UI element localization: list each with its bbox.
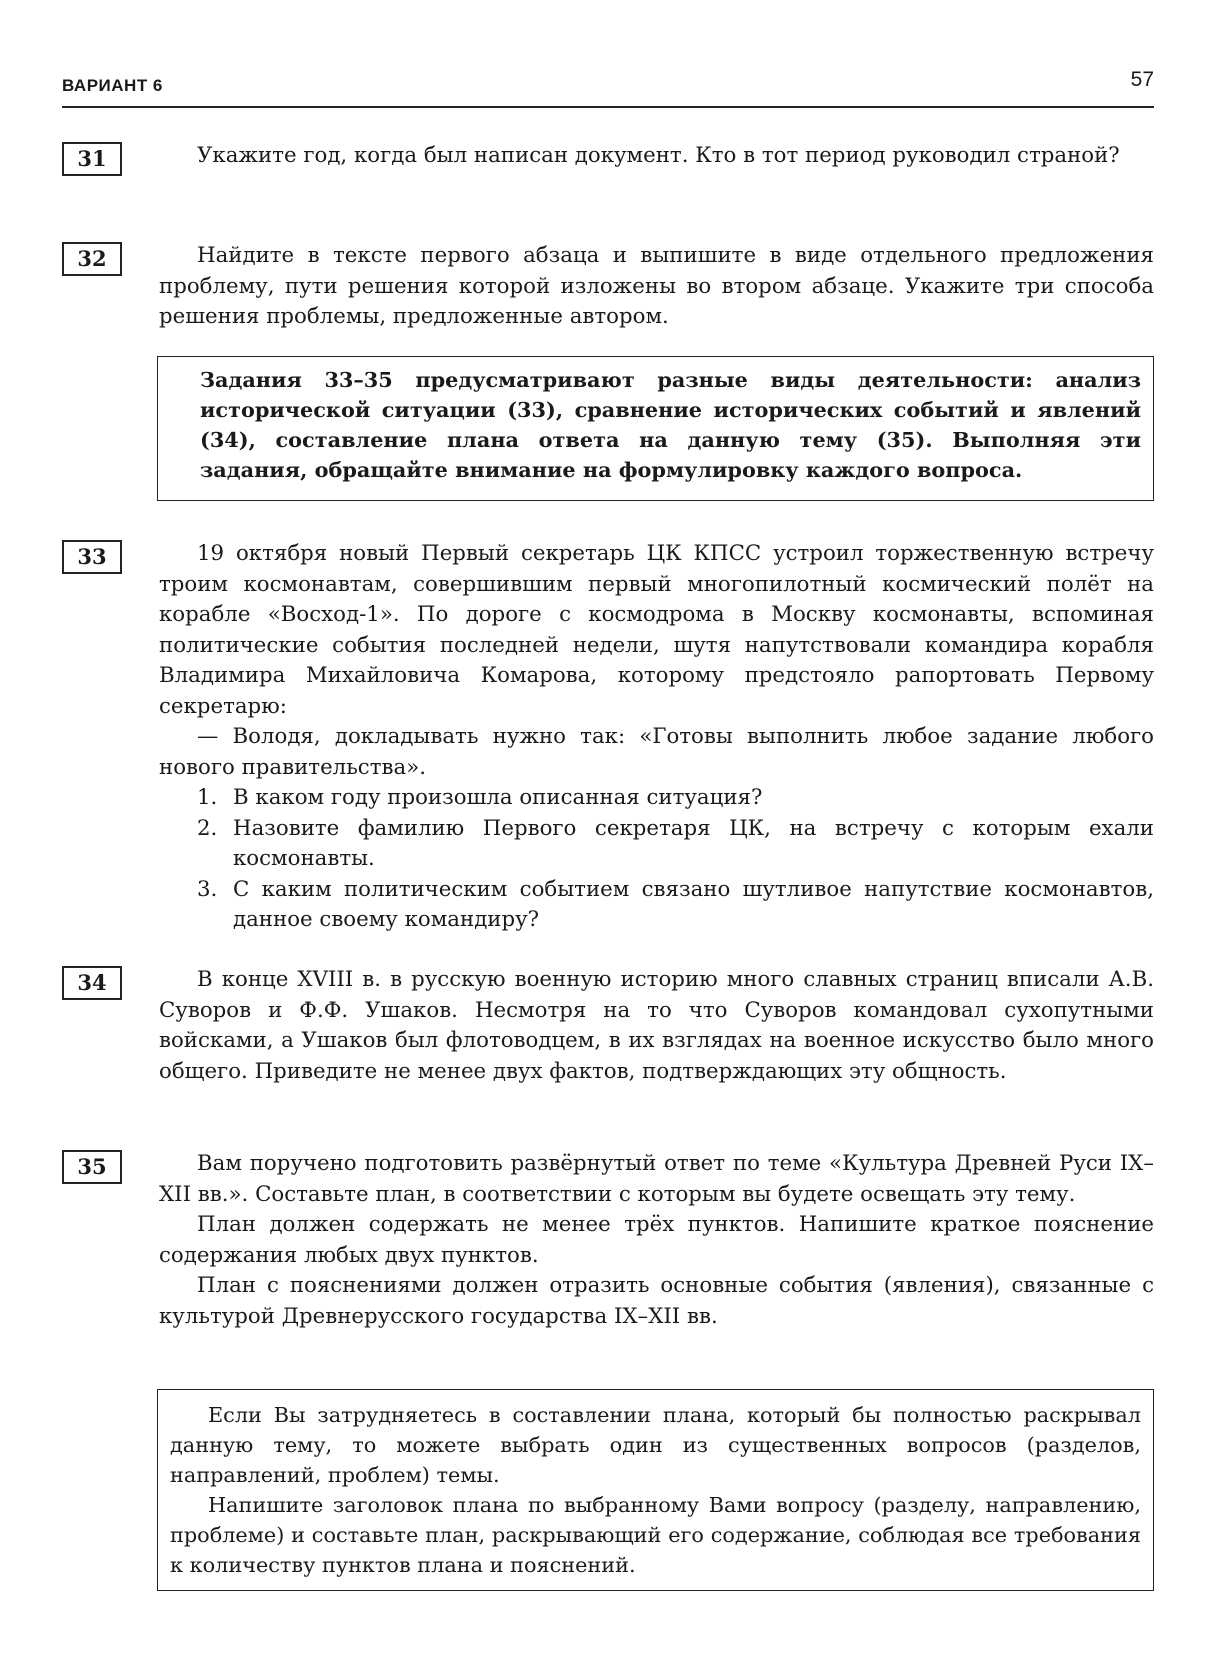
- task-number-box: 32: [62, 242, 122, 276]
- task-paragraph: 19 октября новый Первый секретарь ЦК КПСС устроил торжественную встречу троим космонавтам, совершившим первый многопилотный космический полёт на корабле «Восход-1». По дороге с космодрома в Москву космонавты, вспоминая политические события последней недели, шутя напутствовали командира корабля Владимира Михайловича Комарова, которому предстояло рапортовать Первому секретарю:: [159, 541, 1154, 719]
- task-paragraph: План должен содержать не менее трёх пунктов. Напишите краткое пояснение содержания любых двух пунктов.: [159, 1212, 1154, 1268]
- task-number-box: 35: [62, 1150, 122, 1184]
- notice-text: Задания 33–35 предусматривают разные виды деятельности: анализ исторической ситуации (33), сравнение исторических событий и явлений (34), составление плана ответа на данную тему (35). Выполняя эти задания, обращайте внимание на формулировку каждого вопроса.: [200, 367, 1141, 482]
- task-body: [159, 539, 1154, 936]
- task-body: [159, 241, 1154, 333]
- notice-box-33-35: [157, 356, 1154, 501]
- task-body: [159, 965, 1154, 1087]
- variant-title: ВАРИАНТ 6: [62, 76, 163, 95]
- task-paragraph: Укажите год, когда был написан документ. Кто в тот период руководил страной?: [197, 143, 1120, 168]
- task-number-box: 31: [62, 142, 122, 176]
- task-paragraph: Найдите в тексте первого абзаца и выпишите в виде отдельного предложения проблему, пути решения которой изложены во втором абзаце. Укажите три способа решения проблемы, предложенные автором.: [159, 243, 1154, 329]
- task-32: [62, 241, 1154, 333]
- task-body: [159, 1149, 1154, 1332]
- question-text: В каком году произошла описанная ситуация?: [233, 785, 763, 810]
- task-paragraph: — Володя, докладывать нужно так: «Готовы выполнить любое задание любого нового правительства».: [159, 724, 1154, 780]
- question-item: [159, 875, 1154, 936]
- question-number: 2.: [197, 815, 218, 841]
- task-number-box: 34: [62, 966, 122, 1000]
- task-number-box: 33: [62, 540, 122, 574]
- task-paragraph: Вам поручено подготовить развёрнутый ответ по теме «Культура Древней Руси IX–XII вв.». Составьте план, в соответствии с которым вы будете освещать эту тему.: [159, 1151, 1154, 1207]
- page-header: [62, 62, 1154, 108]
- hint-box: [157, 1389, 1154, 1591]
- question-list: [159, 783, 1154, 936]
- hint-paragraph: Если Вы затрудняетесь в составлении плана, который бы полностью раскрывал данную тему, то можете выбрать один из существенных вопросов (разделов, направлений, проблем) темы.: [170, 1403, 1141, 1487]
- question-number: 1.: [197, 785, 218, 810]
- task-34: [62, 965, 1154, 1087]
- question-text: С каким политическим событием связано шутливое напутствие космонавтов, данное своему командиру?: [233, 876, 1154, 932]
- task-paragraph: План с пояснениями должен отразить основные события (явления), связанные с культурой Древнерусского государства IX–XII вв.: [159, 1273, 1154, 1329]
- task-31: [62, 141, 1154, 172]
- question-number: 3.: [197, 876, 218, 902]
- task-body: [159, 141, 1154, 172]
- task-33: [62, 539, 1154, 936]
- task-35: [62, 1149, 1154, 1332]
- hint-paragraph: Напишите заголовок плана по выбранному Вами вопросу (разделу, направлению, проблеме) и составьте план, раскрывающий его содержание, соблюдая все требования к количеству пунктов плана и пояснений.: [170, 1493, 1141, 1577]
- question-text: Назовите фамилию Первого секретаря ЦК, на встречу с которым ехали космонавты.: [233, 815, 1154, 871]
- task-paragraph: В конце XVIII в. в русскую военную историю много славных страниц вписали А.В. Суворов и Ф.Ф. Ушаков. Несмотря на то что Суворов командовал сухопутными войсками, а Ушаков был флотоводцем, в их взглядах на военное искусство было много общего. Приведите не менее двух фактов, подтверждающих эту общность.: [159, 967, 1154, 1084]
- page-number: 57: [1130, 68, 1154, 91]
- question-item: [159, 814, 1154, 875]
- question-item: [159, 783, 1154, 814]
